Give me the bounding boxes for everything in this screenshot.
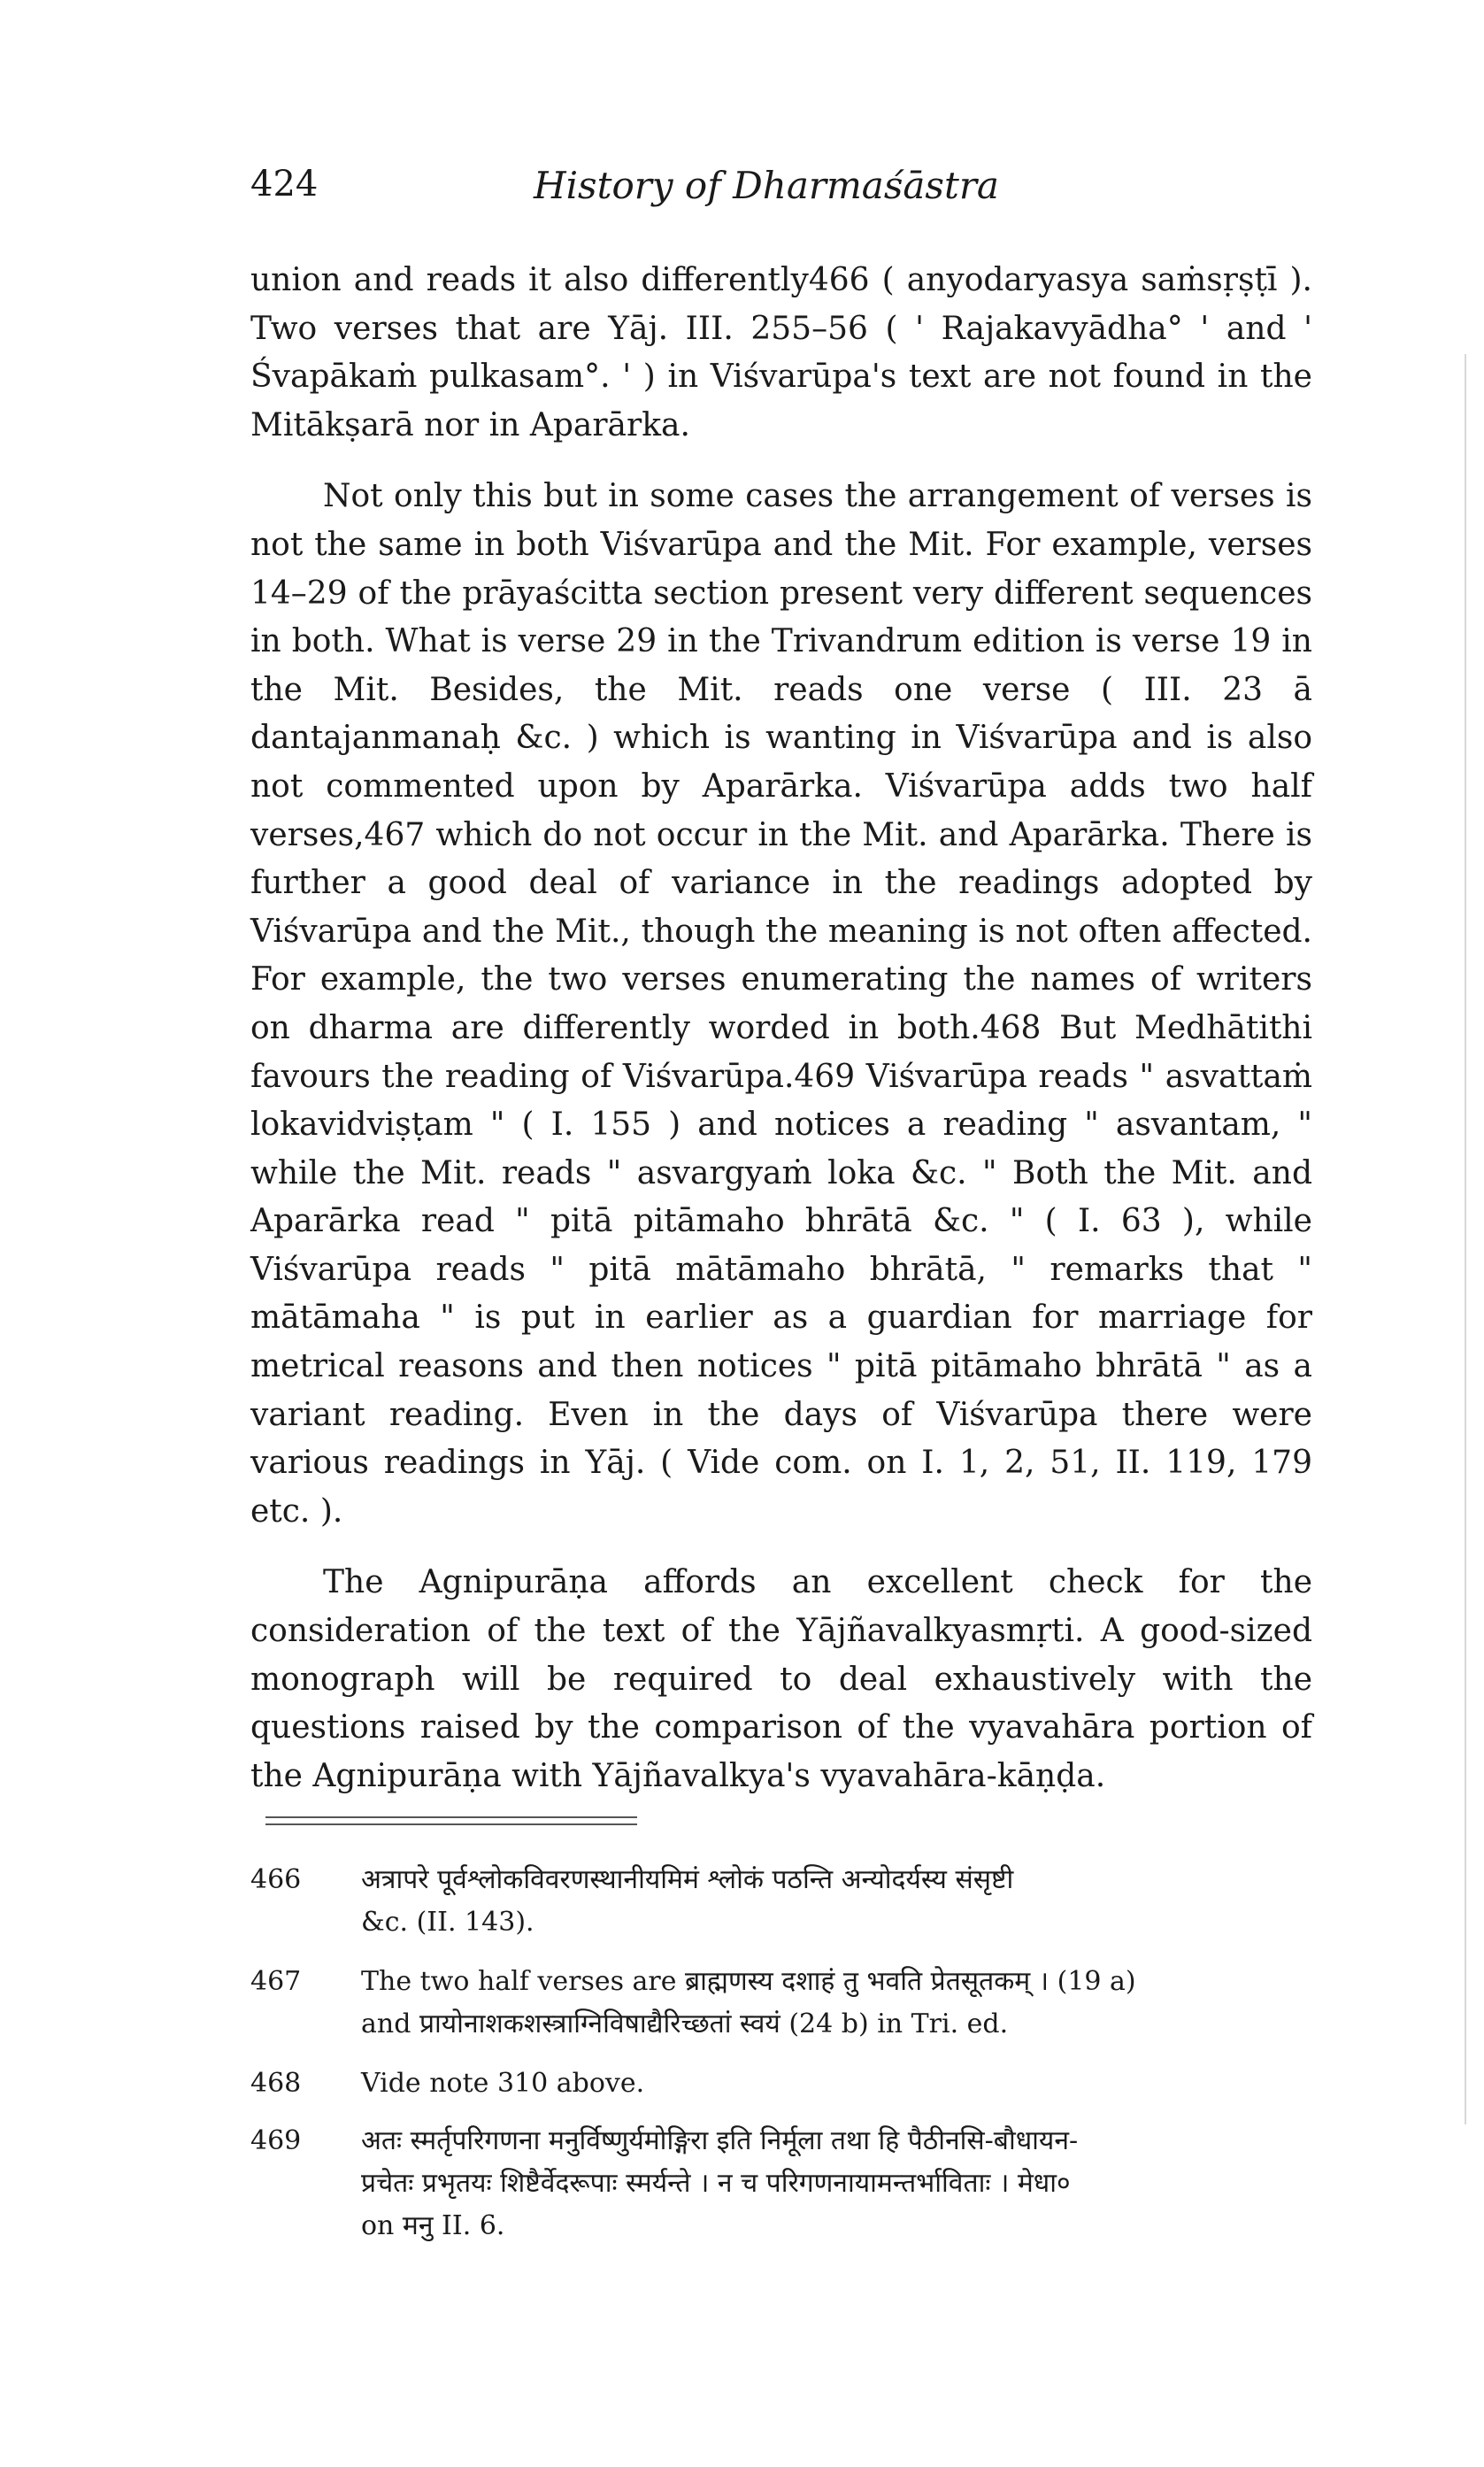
footnote-number: 466	[250, 1864, 302, 1895]
footnote-line: अतः स्मर्तृपरिगणना मनुर्विष्णुर्यमोङ्गिरा इति निर्मूला तथा हि पैठीनसि-बौधायन-	[361, 2125, 1079, 2156]
footnote-text	[361, 2120, 1312, 2247]
footnote-text	[361, 1859, 1312, 1944]
running-title: History of Dharmaśāstra	[534, 164, 999, 207]
footnote-line: on मनु II. 6.	[361, 2210, 505, 2241]
footnote-line: and प्रायोनाशकशस्त्राग्निविषाद्यैरिच्छतां स्वयं (24 b) in Tri. ed.	[361, 2008, 1009, 2039]
paragraph-1: union and reads it also differently466 ( anyodaryasya saṁsṛṣṭī ). Two verses that are Yāj. III. 255–56 ( ' Rajakavyādha° ' and ' Śvapākaṁ pulkasam°. ' ) in Viśvarūpa's text are not found in the Mitākṣarā nor in Aparārka.	[250, 262, 1312, 443]
paragraph-2: Not only this but in some cases the arrangement of verses is not the same in both Viśvarūpa and the Mit. For example, verses 14–29 of the prāyaścitta section present very different sequences in both. What is verse 29 in the Trivandrum edition is verse 19 in the Mit. Besides, the Mit. reads one verse ( III. 23 ā dantajanmanaḥ &c. ) which is wanting in Viśvarūpa and is also not commented upon by Aparārka. Viśvarūpa adds two half verses,467 which do not occur in the Mit. and Aparārka. There is further a good deal of variance in the readings adopted by Viśvarūpa and the Mit., though the meaning is not often affected. For example, the two verses enumerating the names of writers on dharma are differently worded in both.468 But Medhātithi favours the reading of Viśvarūpa.469 Viśvarūpa reads " asvattaṁ lokavidviṣṭam " ( I. 155 ) and notices a reading " asvantam, " while the Mit. reads " asvargyaṁ loka &c. " Both the Mit. and Aparārka read " pitā pitāmaho bhrātā &c. " ( I. 63 ), while Viśvarūpa reads " pitā mātāmaho bhrātā, " remarks that " mātāmaha " is put in earlier as a guardian for marriage for metrical reasons and then notices " pitā pitāmaho bhrātā " as a variant reading. Even in the days of Viśvarūpa there were various readings in Yāj. ( Vide com. on I. 1, 2, 51, II. 119, 179 etc. ).	[250, 478, 1312, 1530]
footnote-text	[361, 1961, 1312, 2046]
footnote-line: प्रचेतः प्रभृतयः शिष्टैर्वेदरूपाः स्मर्यन्ते । न च परिगणनायामन्तर्भाविताः । मेधा०	[361, 2168, 1071, 2199]
footnote-separator	[265, 1816, 637, 1825]
footnote-number: 469	[250, 2125, 302, 2156]
page-number: 424	[250, 164, 319, 204]
main-text	[250, 257, 1312, 1823]
footnote-line: अत्रापरे पूर्वश्लोकविवरणस्थानीयमिमं श्लोकं पठन्ति अन्योदर्यस्य संसृष्टी	[361, 1864, 1014, 1895]
footnote-line: &c. (II. 143).	[361, 1907, 534, 1938]
footnote-line: Vide note 310 above.	[361, 2068, 645, 2099]
footnote-line: The two half verses are ब्राह्मणस्य दशाहं तु भवति प्रेतसूतकम् । (19 a)	[361, 1966, 1136, 1997]
footnote-number: 467	[250, 1966, 302, 1997]
footnote-text	[361, 2062, 1312, 2105]
footnote-number: 468	[250, 2068, 302, 2099]
paragraph-3: The Agnipurāṇa affords an excellent check for the consideration of the text of the Yājñavalkyasmṛti. A good-sized monograph will be required to deal exhaustively with the questions raised by the comparison of the vyavahāra portion of the Agnipurāṇa with Yājñavalkya's vyavahāra-kāṇḍa.	[250, 1564, 1312, 1794]
page-header	[250, 164, 1312, 217]
scan-edge-line	[1465, 354, 1466, 2124]
